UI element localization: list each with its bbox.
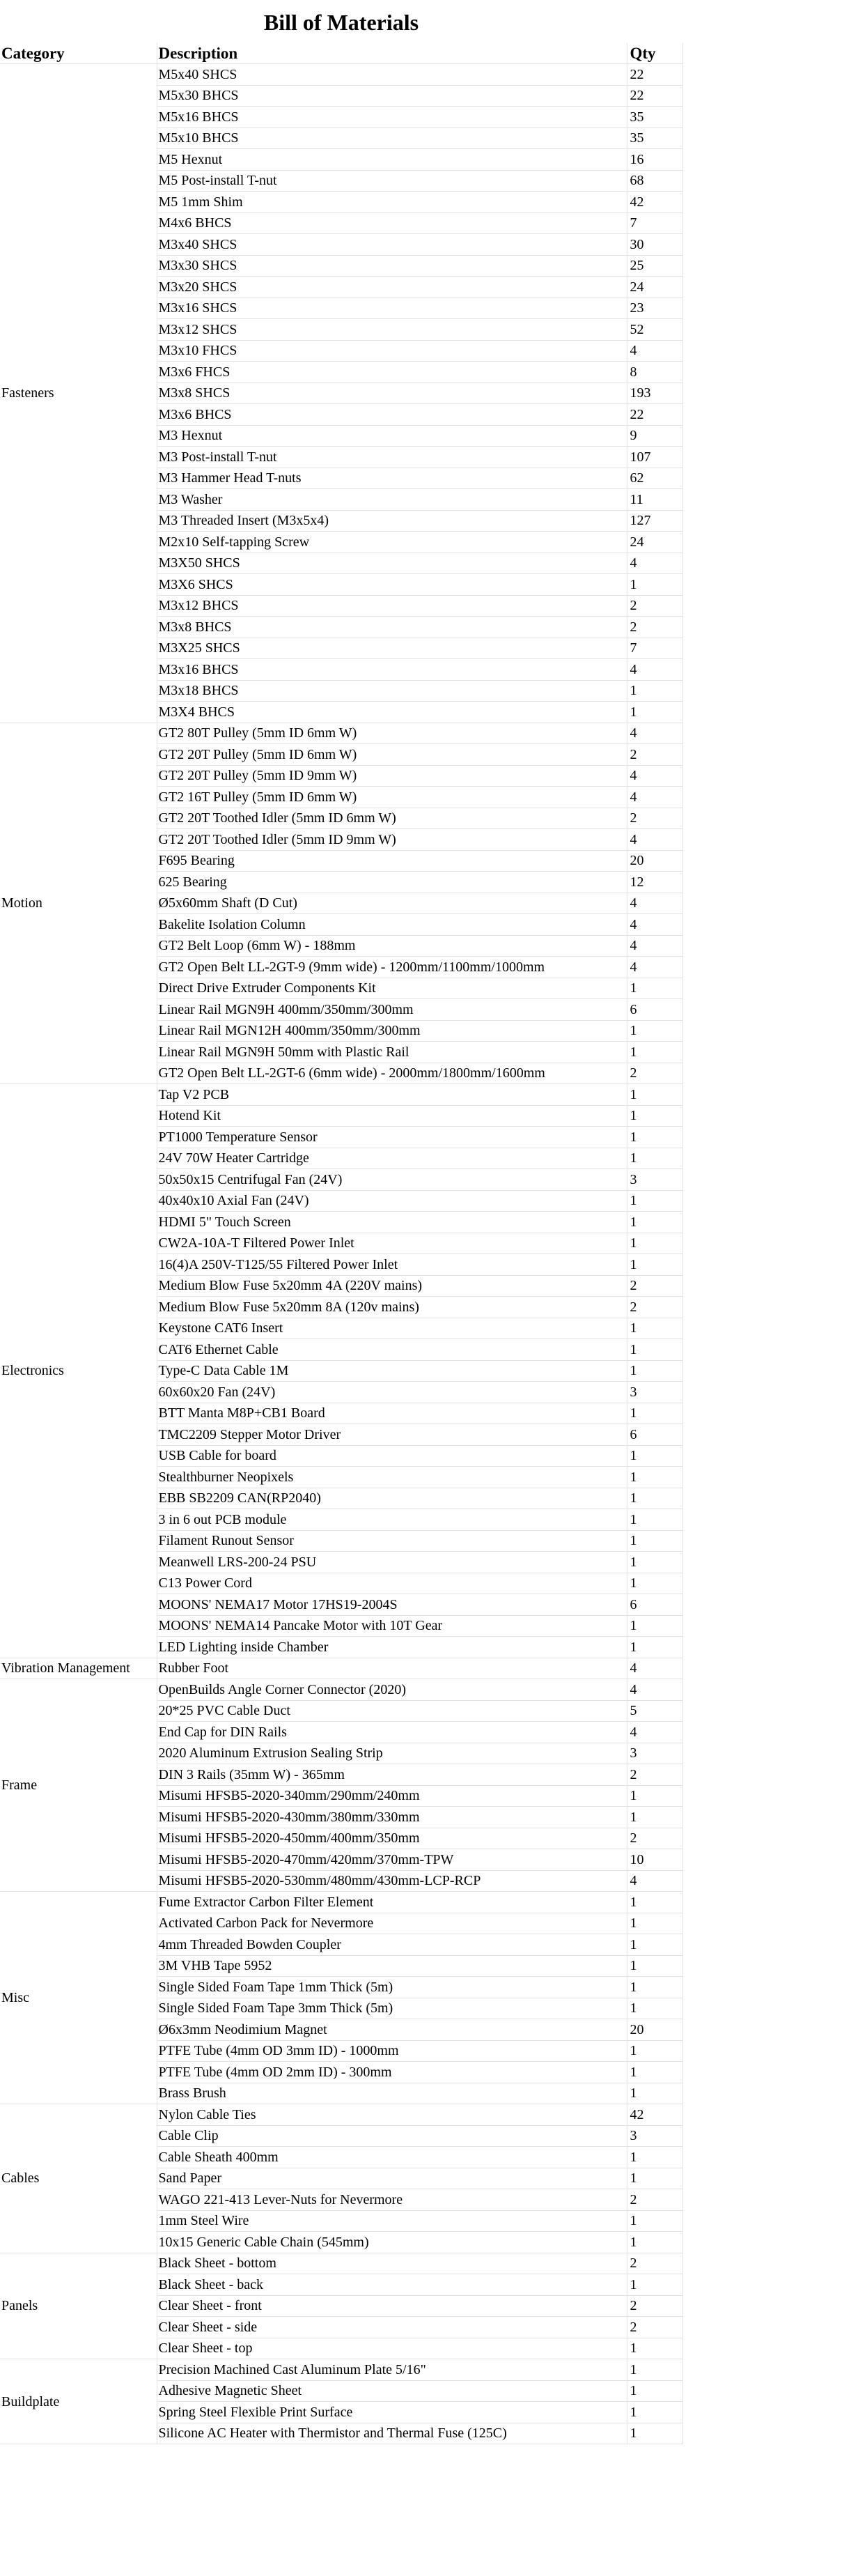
description-cell: M3x12 BHCS <box>157 595 627 617</box>
table-row <box>0 2104 682 2126</box>
description-cell: Clear Sheet - side <box>157 2317 627 2338</box>
description-cell: Linear Rail MGN9H 50mm with Plastic Rail <box>157 1042 627 1063</box>
description-cell: Spring Steel Flexible Print Surface <box>157 2402 627 2423</box>
description-cell: Misumi HFSB5-2020-530mm/480mm/430mm-LCP-RCP <box>157 1870 627 1892</box>
description-cell: Cable Clip <box>157 2125 627 2147</box>
description-cell: M3X50 SHCS <box>157 553 627 574</box>
qty-cell: 22 <box>627 404 682 426</box>
description-cell: M3X4 BHCS <box>157 702 627 723</box>
description-cell: M5x10 BHCS <box>157 128 627 149</box>
qty-cell: 1 <box>627 1467 682 1488</box>
qty-cell: 4 <box>627 957 682 978</box>
qty-cell: 1 <box>627 1020 682 1042</box>
header-row <box>0 43 682 64</box>
qty-cell: 4 <box>627 553 682 574</box>
qty-cell: 20 <box>627 2019 682 2041</box>
description-cell: M3x12 SHCS <box>157 319 627 341</box>
description-cell: Type-C Data Cable 1M <box>157 1360 627 1382</box>
qty-cell: 193 <box>627 383 682 404</box>
qty-cell: 1 <box>627 2210 682 2232</box>
qty-cell: 1 <box>627 2147 682 2168</box>
qty-cell: 8 <box>627 362 682 383</box>
qty-cell: 4 <box>627 787 682 808</box>
category-header: Category <box>0 43 157 64</box>
qty-cell: 1 <box>627 1998 682 2019</box>
qty-cell: 1 <box>627 1509 682 1531</box>
qty-cell: 4 <box>627 1870 682 1892</box>
table-row <box>0 2253 682 2274</box>
qty-cell: 2 <box>627 1275 682 1297</box>
qty-cell: 1 <box>627 2083 682 2104</box>
description-cell: Misumi HFSB5-2020-340mm/290mm/240mm <box>157 1785 627 1807</box>
qty-cell: 4 <box>627 723 682 744</box>
qty-cell: 7 <box>627 213 682 234</box>
qty-cell: 1 <box>627 1233 682 1254</box>
qty-cell: 4 <box>627 893 682 914</box>
description-cell: M3x16 BHCS <box>157 659 627 681</box>
description-cell: M3x8 SHCS <box>157 383 627 404</box>
description-cell: USB Cable for board <box>157 1445 627 1467</box>
description-cell: Hotend Kit <box>157 1105 627 1127</box>
description-cell: Keystone CAT6 Insert <box>157 1318 627 1339</box>
description-cell: EBB SB2209 CAN(RP2040) <box>157 1488 627 1509</box>
qty-cell: 1 <box>627 1445 682 1467</box>
description-cell: Sand Paper <box>157 2168 627 2189</box>
description-cell: GT2 Belt Loop (6mm W) - 188mm <box>157 935 627 957</box>
category-cell: Motion <box>0 723 157 1084</box>
description-cell: Ø5x60mm Shaft (D Cut) <box>157 893 627 914</box>
qty-cell: 1 <box>627 2274 682 2296</box>
qty-cell: 2 <box>627 2253 682 2274</box>
description-cell: M3 Threaded Insert (M3x5x4) <box>157 510 627 532</box>
description-cell: End Cap for DIN Rails <box>157 1722 627 1743</box>
description-cell: Direct Drive Extruder Components Kit <box>157 978 627 999</box>
qty-cell: 10 <box>627 1849 682 1871</box>
description-cell: M5x16 BHCS <box>157 107 627 128</box>
description-cell: M3x10 FHCS <box>157 340 627 362</box>
qty-cell: 30 <box>627 234 682 256</box>
description-cell: 10x15 Generic Cable Chain (545mm) <box>157 2232 627 2253</box>
description-cell: 3 in 6 out PCB module <box>157 1509 627 1531</box>
description-cell: Misumi HFSB5-2020-450mm/400mm/350mm <box>157 1828 627 1849</box>
description-cell: M3 Hexnut <box>157 425 627 447</box>
description-cell: M3x6 BHCS <box>157 404 627 426</box>
description-cell: M4x6 BHCS <box>157 213 627 234</box>
qty-cell: 68 <box>627 170 682 192</box>
description-cell: 60x60x20 Fan (24V) <box>157 1382 627 1403</box>
description-cell: M3x30 SHCS <box>157 255 627 277</box>
qty-cell: 4 <box>627 914 682 936</box>
description-cell: 1mm Steel Wire <box>157 2210 627 2232</box>
qty-cell: 1 <box>627 1934 682 1956</box>
description-cell: Single Sided Foam Tape 1mm Thick (5m) <box>157 1977 627 1998</box>
description-cell: CW2A-10A-T Filtered Power Inlet <box>157 1233 627 1254</box>
qty-cell: 1 <box>627 2338 682 2359</box>
description-cell: M5 1mm Shim <box>157 192 627 213</box>
description-cell: Bakelite Isolation Column <box>157 914 627 936</box>
description-cell: M5 Hexnut <box>157 149 627 171</box>
qty-cell: 1 <box>627 1573 682 1594</box>
description-cell: M3x20 SHCS <box>157 277 627 298</box>
qty-cell: 2 <box>627 2189 682 2211</box>
qty-cell: 4 <box>627 340 682 362</box>
qty-cell: 1 <box>627 1148 682 1169</box>
description-cell: 20*25 PVC Cable Duct <box>157 1700 627 1722</box>
description-cell: GT2 80T Pulley (5mm ID 6mm W) <box>157 723 627 744</box>
qty-cell: 1 <box>627 1254 682 1276</box>
qty-cell: 4 <box>627 659 682 681</box>
qty-cell: 1 <box>627 1318 682 1339</box>
qty-cell: 1 <box>627 1403 682 1424</box>
qty-cell: 2 <box>627 2295 682 2317</box>
description-cell: MOONS' NEMA14 Pancake Motor with 10T Gear <box>157 1615 627 1637</box>
description-cell: M5x40 SHCS <box>157 64 627 86</box>
table-row <box>0 1679 682 1701</box>
description-cell: WAGO 221-413 Lever-Nuts for Nevermore <box>157 2189 627 2211</box>
description-cell: 3M VHB Tape 5952 <box>157 1955 627 1977</box>
qty-cell: 22 <box>627 64 682 86</box>
qty-cell: 1 <box>627 2380 682 2402</box>
description-cell: GT2 Open Belt LL-2GT-6 (6mm wide) - 2000mm/1800mm/1600mm <box>157 1063 627 1084</box>
qty-cell: 1 <box>627 1892 682 1913</box>
qty-cell: 12 <box>627 872 682 893</box>
qty-cell: 4 <box>627 1658 682 1679</box>
qty-cell: 2 <box>627 1828 682 1849</box>
qty-cell: 1 <box>627 978 682 999</box>
description-cell: Rubber Foot <box>157 1658 627 1679</box>
table-row <box>0 1892 682 1913</box>
description-cell: HDMI 5" Touch Screen <box>157 1212 627 1233</box>
description-cell: M3X25 SHCS <box>157 638 627 659</box>
description-cell: Cable Sheath 400mm <box>157 2147 627 2168</box>
description-cell: Activated Carbon Pack for Nevermore <box>157 1913 627 1934</box>
qty-cell: 1 <box>627 1042 682 1063</box>
description-cell: BTT Manta M8P+CB1 Board <box>157 1403 627 1424</box>
qty-cell: 42 <box>627 2104 682 2126</box>
description-cell: M3 Washer <box>157 489 627 511</box>
qty-cell: 5 <box>627 1700 682 1722</box>
description-cell: Precision Machined Cast Aluminum Plate 5/16" <box>157 2359 627 2381</box>
description-cell: LED Lighting inside Chamber <box>157 1637 627 1658</box>
description-cell: Black Sheet - bottom <box>157 2253 627 2274</box>
description-cell: Brass Brush <box>157 2083 627 2104</box>
qty-cell: 1 <box>627 1807 682 1828</box>
description-cell: M3x40 SHCS <box>157 234 627 256</box>
category-cell: Frame <box>0 1679 157 1892</box>
description-cell: 2020 Aluminum Extrusion Sealing Strip <box>157 1743 627 1764</box>
qty-cell: 1 <box>627 2168 682 2189</box>
description-cell: GT2 20T Pulley (5mm ID 9mm W) <box>157 765 627 787</box>
bom-table <box>0 43 683 2444</box>
table-row <box>0 1658 682 1679</box>
description-cell: C13 Power Cord <box>157 1573 627 1594</box>
description-cell: Medium Blow Fuse 5x20mm 4A (220V mains) <box>157 1275 627 1297</box>
qty-cell: 4 <box>627 765 682 787</box>
qty-cell: 1 <box>627 680 682 702</box>
qty-cell: 7 <box>627 638 682 659</box>
qty-cell: 1 <box>627 1552 682 1573</box>
description-cell: M3 Hammer Head T-nuts <box>157 468 627 489</box>
qty-cell: 1 <box>627 1637 682 1658</box>
description-cell: Black Sheet - back <box>157 2274 627 2296</box>
description-cell: M3x16 SHCS <box>157 298 627 319</box>
description-cell: Fume Extractor Carbon Filter Element <box>157 1892 627 1913</box>
description-cell: Linear Rail MGN12H 400mm/350mm/300mm <box>157 1020 627 1042</box>
description-header: Description <box>157 43 627 64</box>
qty-cell: 23 <box>627 298 682 319</box>
qty-cell: 1 <box>627 1190 682 1212</box>
description-cell: Misumi HFSB5-2020-430mm/380mm/330mm <box>157 1807 627 1828</box>
qty-cell: 1 <box>627 1084 682 1106</box>
description-cell: 50x50x15 Centrifugal Fan (24V) <box>157 1169 627 1191</box>
description-cell: 24V 70W Heater Cartridge <box>157 1148 627 1169</box>
qty-cell: 4 <box>627 829 682 851</box>
qty-cell: 1 <box>627 574 682 596</box>
description-cell: GT2 20T Toothed Idler (5mm ID 6mm W) <box>157 808 627 829</box>
qty-cell: 1 <box>627 2062 682 2083</box>
qty-cell: 6 <box>627 1424 682 1446</box>
description-cell: GT2 20T Pulley (5mm ID 6mm W) <box>157 744 627 766</box>
category-cell: Panels <box>0 2253 157 2359</box>
description-cell: M3x18 BHCS <box>157 680 627 702</box>
table-row <box>0 64 682 86</box>
description-cell: Misumi HFSB5-2020-470mm/420mm/370mm-TPW <box>157 1849 627 1871</box>
page-title: Bill of Materials <box>263 10 419 35</box>
description-cell: M3x8 BHCS <box>157 617 627 638</box>
category-cell: Electronics <box>0 1084 157 1658</box>
description-cell: 4mm Threaded Bowden Coupler <box>157 1934 627 1956</box>
qty-cell: 2 <box>627 595 682 617</box>
qty-cell: 6 <box>627 999 682 1021</box>
description-cell: PT1000 Temperature Sensor <box>157 1127 627 1148</box>
description-cell: 40x40x10 Axial Fan (24V) <box>157 1190 627 1212</box>
qty-cell: 2 <box>627 1297 682 1318</box>
qty-cell: 3 <box>627 2125 682 2147</box>
description-cell: PTFE Tube (4mm OD 2mm ID) - 300mm <box>157 2062 627 2083</box>
qty-cell: 4 <box>627 935 682 957</box>
qty-cell: 107 <box>627 447 682 468</box>
category-cell: Fasteners <box>0 64 157 723</box>
qty-cell: 2 <box>627 808 682 829</box>
qty-cell: 127 <box>627 510 682 532</box>
description-cell: M3X6 SHCS <box>157 574 627 596</box>
description-cell: Ø6x3mm Neodimium Magnet <box>157 2019 627 2041</box>
qty-cell: 1 <box>627 1913 682 1934</box>
qty-cell: 25 <box>627 255 682 277</box>
category-cell: Vibration Management <box>0 1658 157 1679</box>
qty-cell: 1 <box>627 1615 682 1637</box>
category-cell: Buildplate <box>0 2359 157 2444</box>
qty-cell: 1 <box>627 1360 682 1382</box>
description-cell: M3x6 FHCS <box>157 362 627 383</box>
description-cell: Tap V2 PCB <box>157 1084 627 1106</box>
description-cell: PTFE Tube (4mm OD 3mm ID) - 1000mm <box>157 2040 627 2062</box>
description-cell: Stealthburner Neopixels <box>157 1467 627 1488</box>
description-cell: OpenBuilds Angle Corner Connector (2020) <box>157 1679 627 1701</box>
qty-cell: 62 <box>627 468 682 489</box>
qty-cell: 16 <box>627 149 682 171</box>
qty-cell: 24 <box>627 532 682 553</box>
description-cell: Clear Sheet - top <box>157 2338 627 2359</box>
category-cell: Cables <box>0 2104 157 2253</box>
description-cell: Nylon Cable Ties <box>157 2104 627 2126</box>
description-cell: 625 Bearing <box>157 872 627 893</box>
category-cell: Misc <box>0 1892 157 2104</box>
qty-cell: 1 <box>627 1105 682 1127</box>
qty-cell: 1 <box>627 2359 682 2381</box>
description-cell: Linear Rail MGN9H 400mm/350mm/300mm <box>157 999 627 1021</box>
bom-body <box>0 64 682 2444</box>
description-cell: GT2 16T Pulley (5mm ID 6mm W) <box>157 787 627 808</box>
qty-cell: 2 <box>627 744 682 766</box>
description-cell: F695 Bearing <box>157 850 627 872</box>
description-cell: M3 Post-install T-nut <box>157 447 627 468</box>
qty-cell: 24 <box>627 277 682 298</box>
qty-cell: 1 <box>627 702 682 723</box>
table-row <box>0 2359 682 2381</box>
qty-cell: 1 <box>627 1785 682 1807</box>
qty-cell: 20 <box>627 850 682 872</box>
qty-cell: 4 <box>627 1679 682 1701</box>
qty-cell: 1 <box>627 1530 682 1552</box>
description-cell: GT2 Open Belt LL-2GT-9 (9mm wide) - 1200mm/1100mm/1000mm <box>157 957 627 978</box>
description-cell: Clear Sheet - front <box>157 2295 627 2317</box>
description-cell: Silicone AC Heater with Thermistor and Thermal Fuse (125C) <box>157 2423 627 2444</box>
qty-cell: 4 <box>627 1722 682 1743</box>
qty-cell: 2 <box>627 1764 682 1786</box>
description-cell: M2x10 Self-tapping Screw <box>157 532 627 553</box>
qty-cell: 1 <box>627 2232 682 2253</box>
qty-cell: 1 <box>627 1339 682 1361</box>
description-cell: CAT6 Ethernet Cable <box>157 1339 627 1361</box>
qty-cell: 1 <box>627 2402 682 2423</box>
description-cell: GT2 20T Toothed Idler (5mm ID 9mm W) <box>157 829 627 851</box>
qty-cell: 35 <box>627 107 682 128</box>
description-cell: M5 Post-install T-nut <box>157 170 627 192</box>
description-cell: Meanwell LRS-200-24 PSU <box>157 1552 627 1573</box>
qty-cell: 3 <box>627 1382 682 1403</box>
description-cell: Adhesive Magnetic Sheet <box>157 2380 627 2402</box>
qty-cell: 1 <box>627 1212 682 1233</box>
description-cell: TMC2209 Stepper Motor Driver <box>157 1424 627 1446</box>
description-cell: Filament Runout Sensor <box>157 1530 627 1552</box>
qty-header: Qty <box>627 43 682 64</box>
qty-cell: 6 <box>627 1594 682 1616</box>
qty-cell: 2 <box>627 2317 682 2338</box>
description-cell: MOONS' NEMA17 Motor 17HS19-2004S <box>157 1594 627 1616</box>
qty-cell: 22 <box>627 85 682 107</box>
description-cell: Medium Blow Fuse 5x20mm 8A (120v mains) <box>157 1297 627 1318</box>
qty-cell: 1 <box>627 1127 682 1148</box>
table-row <box>0 723 682 744</box>
description-cell: 16(4)A 250V-T125/55 Filtered Power Inlet <box>157 1254 627 1276</box>
description-cell: Single Sided Foam Tape 3mm Thick (5m) <box>157 1998 627 2019</box>
qty-cell: 52 <box>627 319 682 341</box>
qty-cell: 1 <box>627 1955 682 1977</box>
description-cell: M5x30 BHCS <box>157 85 627 107</box>
qty-cell: 42 <box>627 192 682 213</box>
qty-cell: 1 <box>627 1977 682 1998</box>
qty-cell: 1 <box>627 2423 682 2444</box>
qty-cell: 1 <box>627 1488 682 1509</box>
qty-cell: 35 <box>627 128 682 149</box>
qty-cell: 2 <box>627 617 682 638</box>
table-row <box>0 1084 682 1106</box>
qty-cell: 1 <box>627 2040 682 2062</box>
qty-cell: 2 <box>627 1063 682 1084</box>
qty-cell: 3 <box>627 1743 682 1764</box>
qty-cell: 3 <box>627 1169 682 1191</box>
qty-cell: 9 <box>627 425 682 447</box>
qty-cell: 11 <box>627 489 682 511</box>
description-cell: DIN 3 Rails (35mm W) - 365mm <box>157 1764 627 1786</box>
